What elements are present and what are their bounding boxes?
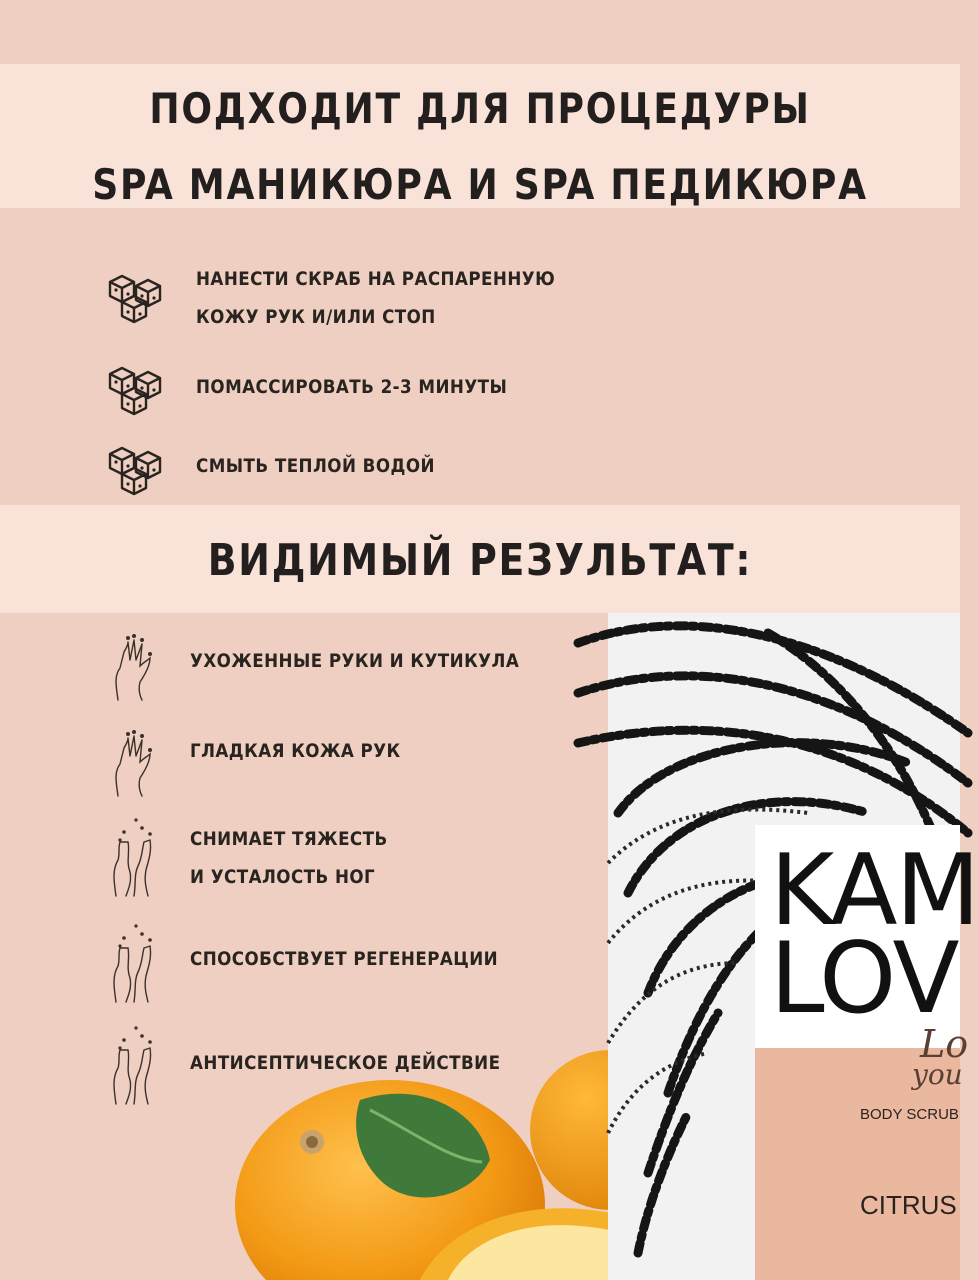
brand-line-1: KAM xyxy=(770,834,978,948)
feet-icon xyxy=(106,918,156,1004)
step-1-line-1: НАНЕСТИ СКРАБ НА РАСПАРЕННУЮ xyxy=(196,268,556,290)
sugar-cubes-icon xyxy=(106,444,166,496)
feet-icon xyxy=(106,812,156,898)
sugar-cubes-icon xyxy=(106,364,166,416)
result-3-line-2: И УСТАЛОСТЬ НОГ xyxy=(190,866,376,888)
product-flavor: CITRUS xyxy=(860,1190,957,1220)
oranges-image xyxy=(220,1070,670,1280)
result-1-text: УХОЖЕННЫЕ РУКИ И КУТИКУЛА xyxy=(190,650,520,672)
brand-line-2: LOV xyxy=(770,922,958,1036)
product-type: BODY SCRUB xyxy=(860,1106,959,1123)
product-script-line-2: you xyxy=(912,1058,963,1091)
page-title-line-1: ПОДХОДИТ ДЛЯ ПРОЦЕДУРЫ xyxy=(149,84,811,133)
page-title-line-2: SPA МАНИКЮРА И SPA ПЕДИКЮРА xyxy=(92,160,868,209)
result-2-text: ГЛАДКАЯ КОЖА РУК xyxy=(190,740,401,762)
sugar-cubes-icon xyxy=(106,272,166,324)
hand-icon xyxy=(108,726,156,798)
product-script-line-1: Lo xyxy=(920,1022,969,1066)
step-2-text: ПОМАССИРОВАТЬ 2-3 МИНУТЫ xyxy=(196,376,508,398)
result-3-line-1: СНИМАЕТ ТЯЖЕСТЬ xyxy=(190,828,388,850)
result-heading: ВИДИМЫЙ РЕЗУЛЬТАТ: xyxy=(207,535,753,586)
result-4-text: СПОСОБСТВУЕТ РЕГЕНЕРАЦИИ xyxy=(190,948,499,970)
step-1-line-2: КОЖУ РУК И/ИЛИ СТОП xyxy=(196,306,436,328)
feet-icon xyxy=(106,1020,156,1106)
result-5-text: АНТИСЕПТИЧЕСКОЕ ДЕЙСТВИЕ xyxy=(190,1052,501,1074)
hand-icon xyxy=(108,630,156,702)
step-3-text: СМЫТЬ ТЕПЛОЙ ВОДОЙ xyxy=(196,455,435,477)
